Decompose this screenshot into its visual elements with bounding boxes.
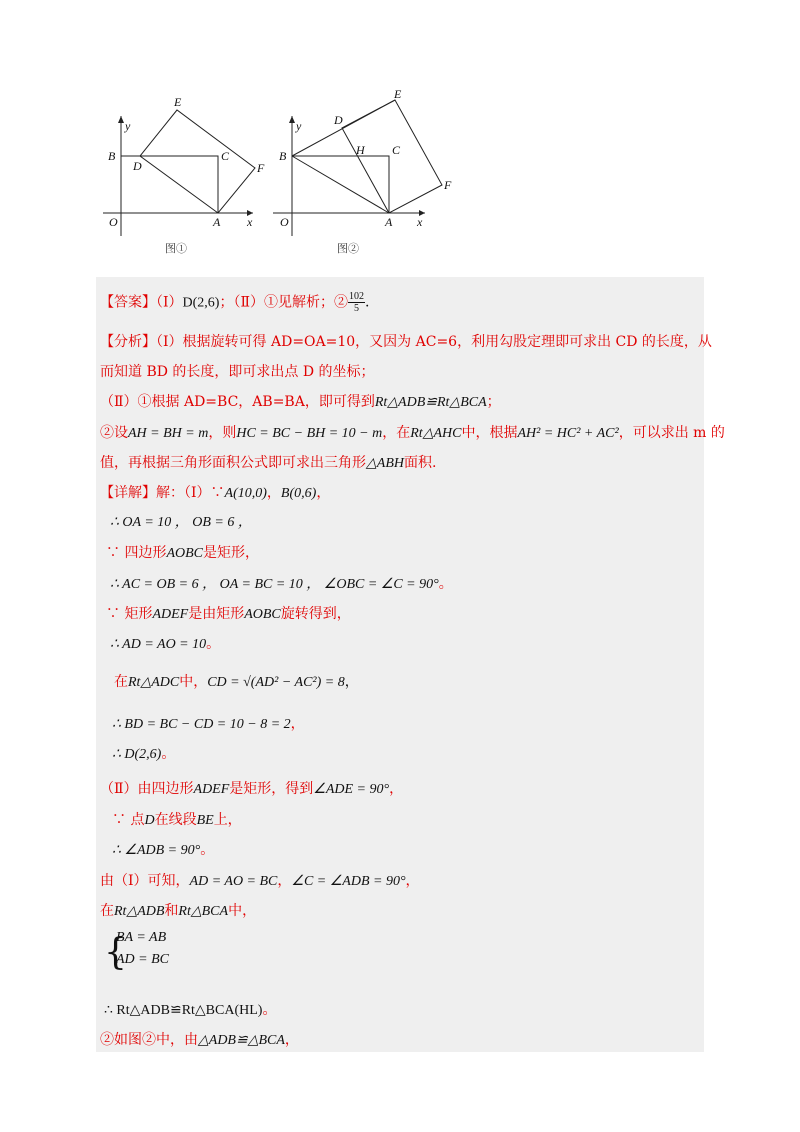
detail-l3b: 是矩形， xyxy=(203,545,260,561)
detail-l13-math1: AD = AO = BC xyxy=(189,874,278,889)
answer-fraction xyxy=(348,291,365,314)
fig2-label-A: A xyxy=(385,215,393,229)
analysis-l3-math: Rt△ADB≌Rt△BCA xyxy=(374,395,487,410)
analysis-l5b: 面积. xyxy=(403,455,437,471)
figures-svg xyxy=(97,86,477,271)
detail-l10-math2: ∠ADE = 90° xyxy=(313,782,390,797)
detail-l16a: ②如图②中，由 xyxy=(100,1032,198,1048)
analysis-line-4 xyxy=(100,423,725,444)
analysis-l5a: 值，再根据三角形面积公式即可求出三角形 xyxy=(100,455,366,471)
detail-l8-math: ∴ BD = BC − CD = 10 − 8 = 2 xyxy=(112,717,291,732)
detail-line-10 xyxy=(100,779,403,800)
fig2-label-E: E xyxy=(394,87,402,101)
detail-l13a: 由（Ⅰ）可知， xyxy=(100,873,190,889)
detail-l1-math1: A(10,0) xyxy=(224,486,267,501)
detail-l11a: ∵ 点 xyxy=(112,812,145,828)
detail-l14-math1: Rt△ADB xyxy=(114,904,165,919)
fig2-label-O: O xyxy=(280,215,289,229)
detail-line-5 xyxy=(106,604,351,625)
detail-l1b: ， xyxy=(266,485,281,501)
detail-l10b: 是矩形，得到 xyxy=(229,781,314,797)
detail-l16-math: △ADB≌△BCA xyxy=(198,1033,285,1048)
fig1-label-B: B xyxy=(108,149,116,163)
detail-l5b: 是由矩形 xyxy=(188,606,245,622)
fig2-label-C: C xyxy=(392,143,401,157)
analysis-tag: 【分析】 xyxy=(100,334,156,350)
fig1-label-F: F xyxy=(257,161,265,175)
detail-l13-math2: ∠C = ∠ADB = 90° xyxy=(291,874,406,889)
fig2-label-x: x xyxy=(417,215,423,229)
detail-l13b: ， xyxy=(277,873,292,889)
fig2-segment-BE xyxy=(292,100,395,156)
detail-line-15 xyxy=(104,1000,276,1021)
detail-line-7 xyxy=(114,672,359,693)
answer-tag: 【答案】 xyxy=(100,294,156,311)
detail-l15-math: ∴ Rt△ADB≌Rt△BCA(HL) xyxy=(104,1003,263,1018)
fig1-y-arrow xyxy=(118,116,124,123)
analysis-l4-math2: HC = BC − BH = 10 − m xyxy=(236,426,383,441)
analysis-l4-math1: AH = BH = m xyxy=(128,426,209,441)
detail-l1c: ， xyxy=(316,485,331,501)
detail-l12-math: ∴ ∠ADB = 90° xyxy=(112,843,201,858)
detail-line-16 xyxy=(100,1030,299,1051)
detail-l8-end: ， xyxy=(290,716,305,732)
detail-l1-math2: B(0,6) xyxy=(280,486,317,501)
fig1-label-E: E xyxy=(174,95,182,109)
detail-l4-math: ∴ AC = OB = 6 ， OA = BC = 10 ， ∠OBC = ∠C = 90° xyxy=(110,577,439,592)
detail-l9-math: ∴ D(2,6) xyxy=(112,747,162,762)
fig2-label-D: D xyxy=(334,113,343,127)
detail-l10-math1: ADEF xyxy=(193,782,230,797)
detail-l16b: ， xyxy=(284,1032,299,1048)
analysis-l4a: ②设 xyxy=(100,425,128,441)
system-brace: { xyxy=(104,932,127,973)
detail-l15-end: 。 xyxy=(262,1002,277,1018)
detail-line-4 xyxy=(110,574,453,595)
system-eq-1: BA = AB xyxy=(116,930,167,945)
detail-l7b: 中， xyxy=(179,674,208,690)
detail-l11-math2: BE xyxy=(196,813,214,828)
detail-l7-math2: CD = √(AD² − AC²) = 8 xyxy=(207,675,345,690)
detail-line-8 xyxy=(112,714,305,735)
fig1-label-x: x xyxy=(247,215,253,229)
analysis-l3b: ； xyxy=(486,394,501,410)
detail-l1a: 解：（Ⅰ）∵ xyxy=(156,485,225,501)
fig1-label-y: y xyxy=(125,119,131,133)
fig1-label-A: A xyxy=(213,215,221,229)
answer-mid: ；（Ⅱ）①见解析；② xyxy=(219,294,348,311)
detail-l11-math1: D xyxy=(144,813,155,828)
system-eq-2: AD = BC xyxy=(116,952,169,967)
analysis-line-5 xyxy=(100,453,436,474)
detail-line-3 xyxy=(106,543,259,564)
detail-l4-end: 。 xyxy=(438,576,453,592)
detail-l5-math2: AOBC xyxy=(244,607,281,622)
detail-l14-math2: Rt△BCA xyxy=(178,904,229,919)
answer-fraction-num: 102 xyxy=(348,291,364,302)
detail-tag: 【详解】 xyxy=(100,485,156,501)
analysis-l4-math4: AH² = HC² + AC² xyxy=(517,426,619,441)
fig2-y-arrow xyxy=(289,116,295,123)
detail-l10c: ， xyxy=(389,781,404,797)
analysis-l4b: ，则 xyxy=(208,425,237,441)
fig2-label-y: y xyxy=(296,119,302,133)
detail-line-12 xyxy=(112,840,214,861)
answer-end: . xyxy=(364,294,370,311)
detail-line-13 xyxy=(100,871,420,892)
fig1-label-D: D xyxy=(133,159,142,173)
detail-line-11 xyxy=(112,810,242,831)
answer-fraction-den: 5 xyxy=(353,303,359,314)
detail-line-2: ∴ OA = 10 ， OB = 6 ， xyxy=(110,515,252,530)
detail-l12-end: 。 xyxy=(200,842,215,858)
analysis-l4-math3: Rt△AHC xyxy=(410,426,462,441)
fig2-label-H: H xyxy=(356,143,365,157)
fig1-rect-ADEF xyxy=(140,110,255,213)
detail-l11b: 在线段 xyxy=(154,812,197,828)
analysis-line-3 xyxy=(100,392,501,413)
detail-l5c: 旋转得到， xyxy=(280,606,351,622)
detail-line-9 xyxy=(112,744,175,765)
analysis-line-1 xyxy=(100,332,712,352)
detail-l9-end: 。 xyxy=(161,746,176,762)
detail-line-1 xyxy=(100,483,330,504)
fig2-label-F: F xyxy=(444,178,452,192)
geometry-figures xyxy=(97,86,477,271)
detail-l7c: ， xyxy=(344,674,359,690)
analysis-l5-math: △ABH xyxy=(366,456,404,471)
detail-l7a: 在 xyxy=(114,674,128,690)
detail-l6-end: 。 xyxy=(206,636,221,652)
analysis-l4e: ，可以求出 m 的 xyxy=(618,425,725,441)
fig1-label-O: O xyxy=(109,215,118,229)
detail-l10a: （Ⅱ）由四边形 xyxy=(100,781,194,797)
fig1-caption: 图① xyxy=(165,242,187,255)
answer-line xyxy=(100,291,369,314)
detail-l6-math: ∴ AD = AO = 10 xyxy=(110,637,207,652)
detail-l11c: 上， xyxy=(213,812,242,828)
answer-part1: （Ⅰ） xyxy=(156,294,183,311)
detail-l5a: ∵ 矩形 xyxy=(106,606,153,622)
detail-l14a: 在 xyxy=(100,903,114,919)
fig1-label-C: C xyxy=(221,149,230,163)
analysis-l4d: 中，根据 xyxy=(461,425,518,441)
detail-l5-math1: ADEF xyxy=(152,607,189,622)
detail-l14b: 和 xyxy=(164,903,179,919)
fig2-segment-BA xyxy=(292,156,389,213)
analysis-l4c: ，在 xyxy=(382,425,411,441)
detail-line-6 xyxy=(110,634,220,655)
fig2-caption: 图② xyxy=(337,242,359,255)
detail-l14c: 中， xyxy=(228,903,257,919)
fig2-label-B: B xyxy=(279,149,287,163)
analysis-line-2: 而知道 BD 的长度，即可求出点 D 的坐标； xyxy=(100,364,375,380)
answer-d-coord: D(2,6) xyxy=(182,295,220,311)
analysis-l3a: （Ⅱ）①根据 AD=BC，AB=BA，即可得到 xyxy=(100,394,375,410)
detail-l7-math1: Rt△ADC xyxy=(128,675,180,690)
detail-l3-math: AOBC xyxy=(166,546,204,561)
analysis-l1: （Ⅰ）根据旋转可得 AD=OA=10，又因为 AC=6，利用勾股定理即可求出 CD 的长度，从 xyxy=(156,334,712,350)
detail-line-14 xyxy=(100,901,256,922)
detail-l3a: ∵ 四边形 xyxy=(106,545,167,561)
detail-l13c: ， xyxy=(405,873,420,889)
